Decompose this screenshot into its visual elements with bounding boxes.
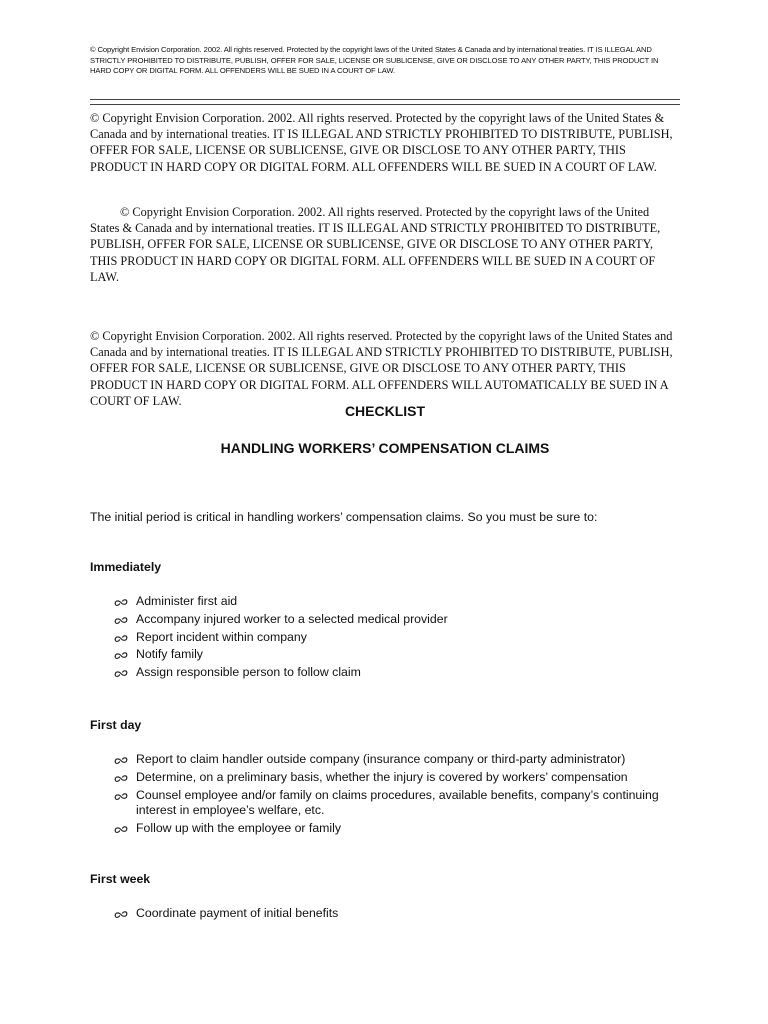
infinity-icon [112,612,130,627]
infinity-icon [112,752,130,767]
divider-rule-bottom [90,104,680,105]
list-item-text: Follow up with the employee or family [136,820,342,835]
infinity-icon [112,906,130,921]
list-item [112,770,692,786]
divider-rule-top [90,99,680,100]
list-item [112,752,692,768]
section-title-first-day: First day [90,718,142,732]
infinity-icon [112,594,130,609]
list-item-text: Assign responsible person to follow claim [136,665,361,680]
checklist-first-day [112,752,692,839]
list-item [112,821,692,837]
copyright-notice: © Copyright Envision Corporation. 2002. All rights reserved. Protected by the copyright laws of the United States & Canada and by international treaties. IT IS ILLEGAL AND STRICTLY PROHIBITED TO DISTRIBUTE, PUBLISH, OFFER FOR SALE, LICENSE OR SUBLICENSE, GIVE OR DISCLOSE TO ANY OTHER PARTY, THIS PRODUCT IN HARD COPY OR DIGITAL FORM. ALL OFFENDERS WILL BE SUED IN A COURT OF LAW. [90,205,661,284]
page-title: CHECKLIST [344,403,426,419]
copyright-fine-print: © Copyright Envision Corporation. 2002. All rights reserved. Protected by the copyright laws of the United States & Canada and by international treaties. IT IS ILLEGAL AND STRICTLY PROHIBITED TO DISTRIBUTE, PUBLISH, OFFER FOR SALE, LICENSE OR SUBLICENSE, GIVE OR DISCLOSE TO ANY OTHER PARTY, THIS PRODUCT IN HARD COPY OR DIGITAL FORM. ALL OFFENDERS WILL BE SUED IN A COURT OF LAW. [90,45,659,75]
infinity-icon [112,630,130,645]
list-item [112,906,692,922]
infinity-icon [112,821,130,836]
list-item-text: Counsel employee and/or family on claims procedures, available benefits, company’s continuing interest in employee’s welfare, etc. [136,787,659,818]
list-item [112,665,692,681]
intro-paragraph: The initial period is critical in handling workers’ compensation claims. So you must be sure to: [90,510,598,524]
list-item-text: Administer first aid [136,594,238,608]
list-item-text: Report to claim handler outside company (insurance company or third-party administrator) [136,752,626,766]
section-title-immediately: Immediately [90,560,162,574]
list-item-text: Determine, on a preliminary basis, whether the injury is covered by workers’ compensation [136,769,628,784]
list-item-text: Report incident within company [136,629,307,644]
list-item-text: Coordinate payment of initial benefits [136,906,339,920]
list-item [112,647,692,663]
page-subtitle: HANDLING WORKERS’ COMPENSATION CLAIMS [220,440,550,456]
list-item [112,788,692,819]
infinity-icon [112,770,130,785]
checklist-first-week [112,906,692,924]
list-item [112,612,692,628]
section-title-first-week: First week [90,872,151,886]
list-item-text: Accompany injured worker to a selected medical provider [136,611,448,626]
checklist-immediately [112,594,692,683]
copyright-notice: © Copyright Envision Corporation. 2002. All rights reserved. Protected by the copyright laws of the United States and Canada and by international treaties. IT IS ILLEGAL AND STRICTLY PROHIBITED TO DISTRIBUTE, PUBLISH, OFFER FOR SALE, LICENSE OR SUBLICENSE, GIVE OR DISCLOSE TO ANY OTHER PARTY, THIS PRODUCT IN HARD COPY OR DIGITAL FORM. ALL OFFENDERS WILL AUTOMATICALLY BE SUED IN A COURT OF LAW. [90,329,673,408]
list-item-text: Notify family [136,647,203,662]
copyright-notice: © Copyright Envision Corporation. 2002. All rights reserved. Protected by the copyright laws of the United States & Canada and by international treaties. IT IS ILLEGAL AND STRICTLY PROHIBITED TO DISTRIBUTE, PUBLISH, OFFER FOR SALE, LICENSE OR SUBLICENSE, GIVE OR DISCLOSE TO ANY OTHER PARTY, THIS PRODUCT IN HARD COPY OR DIGITAL FORM. ALL OFFENDERS WILL BE SUED IN A COURT OF LAW. [90,111,673,174]
infinity-icon [112,788,130,803]
infinity-icon [112,665,130,680]
list-item [112,594,692,610]
infinity-icon [112,647,130,662]
list-item [112,630,692,646]
